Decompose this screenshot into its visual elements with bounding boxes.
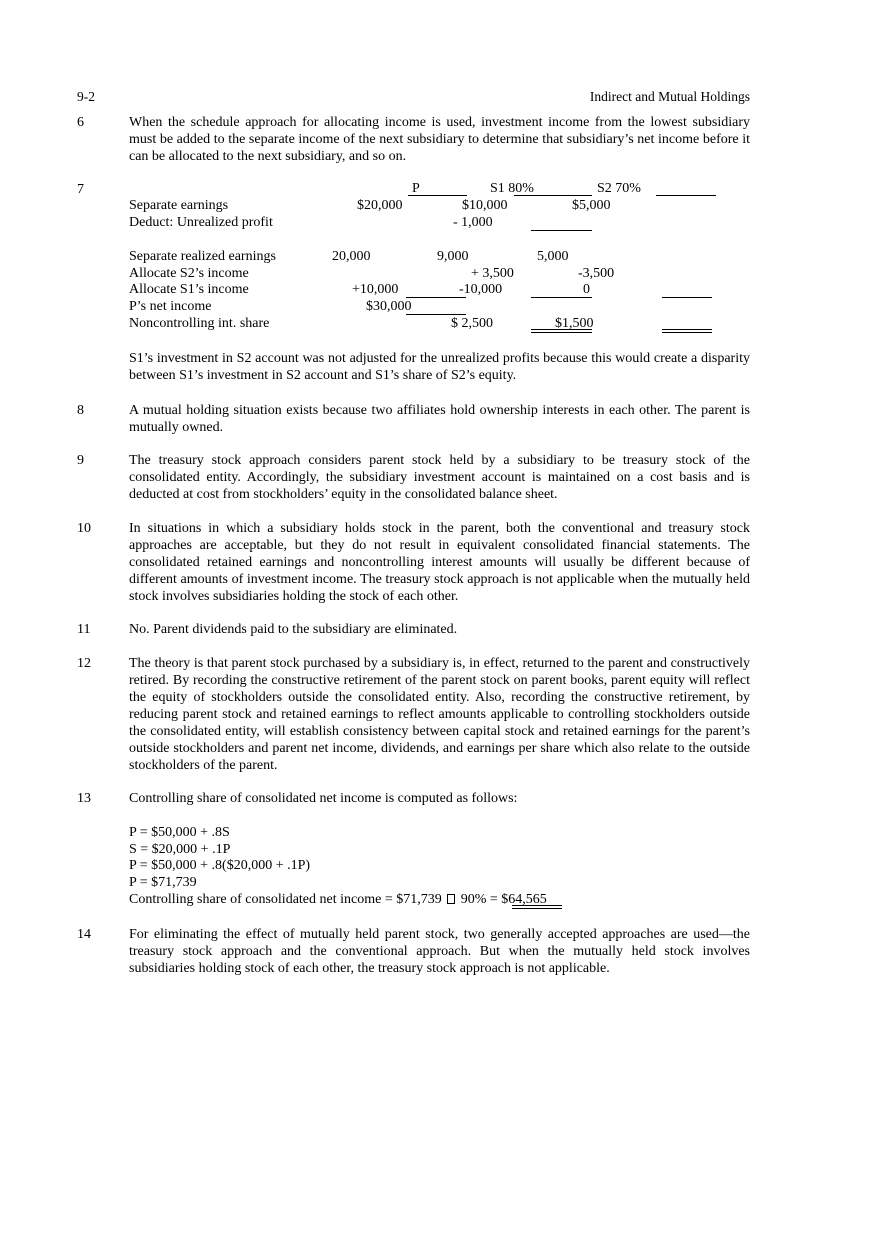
cell-sep-s1: $10,000 [462, 198, 508, 213]
cell-nci-s2: $1,500 [555, 316, 594, 331]
equation-2: S = $20,000 + .1P [129, 842, 231, 857]
item-number-14: 14 [77, 927, 91, 942]
final-equation-value: $64,565 [501, 892, 547, 907]
final-equation [129, 891, 547, 908]
nci-extra-double-underline [662, 329, 712, 333]
item-text-8: A mutual holding situation exists because two affiliates hold ownership interests in each other. The parent is mutually owned. [129, 403, 750, 435]
alloc-s1-p-underline [406, 297, 466, 298]
cell-nci-s1: $ 2,500 [451, 316, 493, 331]
cell-as2-s2: -3,500 [578, 266, 615, 281]
final-equation-suffix: 90% = [460, 892, 498, 907]
col-header-s1: S1 80% [490, 181, 534, 196]
missing-glyph-icon [447, 894, 455, 904]
item-text-12: The theory is that parent stock purchased by a subsidiary is, in effect, returned to the parent and constructively retired. By recording the constructive retirement of the parent stock on parent books, parent equity will reflect the equity of stockholders outside the consolidated entity. Also, recording the constructive retirement, by reducing parent stock and retained earnings to reflect amounts applicable to controlling stockholders outside the consolidated entity, will establish consistency between capital stock and retained earnings for the parent’s outside stockholders and parent net income, dividends, and earnings per share which also relate to the outside stockholders of the parent. [129, 656, 750, 773]
final-value-double-underline [512, 905, 562, 909]
item-text-14: For eliminating the effect of mutually held parent stock, two generally accepted approaches are used—the treasury stock approach and the conventional approach. But when the mutually held stock involves subsidiaries holding stock of each other, the treasury stock approach is not applicable. [129, 927, 750, 976]
row-label-separate-earnings: Separate earnings [129, 198, 229, 213]
col-header-s1-underline [514, 195, 592, 196]
cell-as1-p: +10,000 [352, 282, 399, 297]
item-number-13: 13 [77, 791, 91, 806]
nci-s2-double-underline [531, 329, 592, 333]
cell-ded-s1: - 1,000 [453, 215, 493, 230]
item-number-11: 11 [77, 622, 91, 637]
cell-real-p: 20,000 [332, 249, 371, 264]
item-number-8: 8 [77, 403, 84, 418]
item-text-6: When the schedule approach for allocating income is used, investment income from the lowest subsidiary must be added to the separate income of the next subsidiary to determine that subsidiary’s net income before it can be allocated to the next subsidiary, and so on. [129, 115, 750, 164]
alloc-s1-extra-underline [662, 297, 712, 298]
row-label-alloc-s2: Allocate S2’s income [129, 266, 249, 281]
row-label-deduct: Deduct: Unrealized profit [129, 215, 273, 230]
cell-real-s2: 5,000 [537, 249, 569, 264]
equation-1: P = $50,000 + .8S [129, 825, 230, 840]
cell-pnet-p: $30,000 [366, 299, 412, 314]
final-equation-prefix: Controlling share of consolidated net income = $71,739 [129, 892, 442, 907]
cell-as1-s1: -10,000 [459, 282, 503, 297]
item-text-10: In situations in which a subsidiary holds stock in the parent, both the conventional and treasury stock approaches are acceptable, but they do not result in equivalent consolidated financial statements. The consolidated retained earnings and noncontrolling interest amounts will usually be different because of different amounts of investment income. The treasury stock approach is not applicable when the mutually held stock involves subsidiaries holding the stock of each other. [129, 521, 750, 604]
deduct-s2-underline [531, 230, 592, 231]
item-intro-13: Controlling share of consolidated net income is computed as follows: [129, 791, 518, 806]
col-header-p-underline [408, 195, 467, 196]
row-label-nci: Noncontrolling int. share [129, 316, 270, 331]
item-number-9: 9 [77, 453, 84, 468]
cell-sep-p: $20,000 [357, 198, 403, 213]
cell-real-s1: 9,000 [437, 249, 469, 264]
chapter-title: Indirect and Mutual Holdings [589, 89, 750, 104]
equation-3: P = $50,000 + .8($20,000 + .1P) [129, 858, 311, 873]
col-header-p: P [412, 181, 420, 196]
cell-sep-s2: $5,000 [572, 198, 611, 213]
equation-4: P = $71,739 [129, 875, 197, 890]
item-number-7: 7 [77, 182, 84, 197]
alloc-s1-s2-underline [531, 297, 592, 298]
cell-as1-s2: 0 [583, 282, 590, 297]
row-label-p-net: P’s net income [129, 299, 212, 314]
col-header-s2: S2 70% [597, 181, 641, 196]
item-number-12: 12 [77, 656, 91, 671]
item-number-6: 6 [77, 115, 84, 130]
item-text-11: No. Parent dividends paid to the subsidiary are eliminated. [129, 622, 458, 637]
col-header-s2-underline [656, 195, 716, 196]
item-note-7: S1’s investment in S2 account was not adjusted for the unrealized profits because this would create a disparity between S1’s investment in S2 account and S1’s share of S2’s equity. [129, 351, 750, 383]
cell-as2-s1: + 3,500 [471, 266, 514, 281]
item-number-10: 10 [77, 521, 91, 536]
page-number: 9-2 [77, 89, 95, 104]
row-label-alloc-s1: Allocate S1’s income [129, 282, 249, 297]
row-label-realized: Separate realized earnings [129, 249, 276, 264]
item-text-9: The treasury stock approach considers parent stock held by a subsidiary to be treasury stock of the consolidated entity. Accordingly, the subsidiary investment account is maintained on a cost basis and is deducted at cost from stockholders’ equity in the consolidated balance sheet. [129, 453, 750, 502]
